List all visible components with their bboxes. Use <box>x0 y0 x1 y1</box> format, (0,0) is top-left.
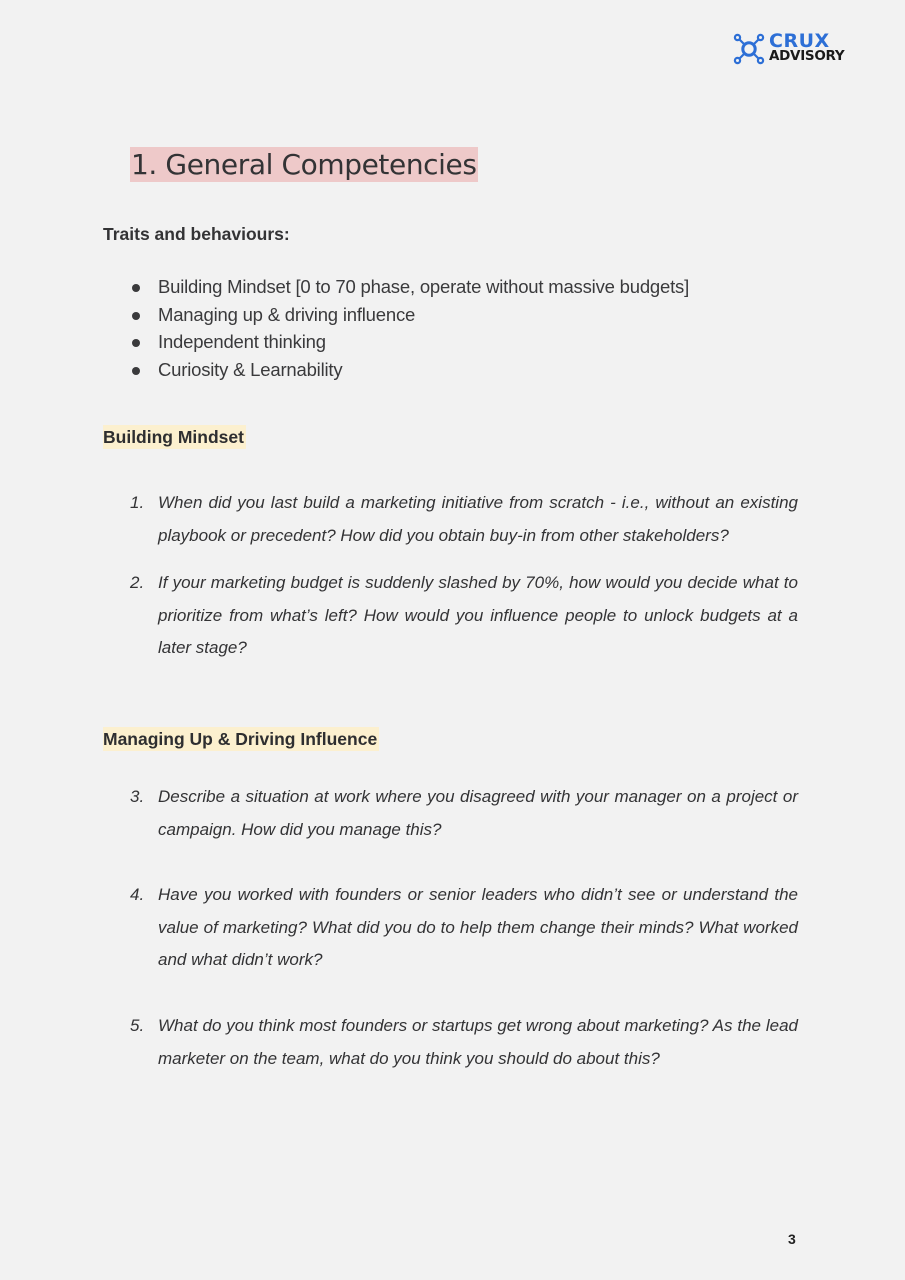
logo-line-advisory: ADVISORY <box>769 48 845 65</box>
question-text: Have you worked with founders or senior leaders who didn’t see or understand the value of marketing? What did you do to help them change their minds? What worked and what didn’t work? <box>158 885 798 969</box>
crux-advisory-logo <box>733 30 845 65</box>
list-item-text: Curiosity & Learnability <box>158 358 343 380</box>
question-number: 4. <box>130 885 145 904</box>
bullet-icon <box>132 284 140 292</box>
traits-label: Traits and behaviours: <box>103 224 290 244</box>
question-text: If your marketing budget is suddenly slashed by 70%, how would you decide what to prioritize from what’s left? How would you influence people to unlock budgets at a later stage? <box>158 573 798 657</box>
question-item <box>130 879 798 977</box>
page-number: 3 <box>788 1231 796 1247</box>
question-item <box>130 781 798 846</box>
section-title-building-mindset: Building Mindset <box>103 427 244 447</box>
question-number: 5. <box>130 1016 145 1035</box>
bullet-icon <box>132 339 140 347</box>
question-text: What do you think most founders or startups get wrong about marketing? As the lead marketer on the team, what do you think you should do about this? <box>158 1016 798 1068</box>
network-nodes-icon <box>733 33 765 65</box>
list-item <box>130 301 689 329</box>
logo-line-crux: CRUX <box>769 30 830 53</box>
section-title-managing-up: Managing Up & Driving Influence <box>103 729 378 749</box>
bullet-icon <box>132 367 140 375</box>
list-item-text: Independent thinking <box>158 331 326 352</box>
list-item-text: Managing up & driving influence <box>158 303 416 325</box>
list-item-text: Building Mindset [0 to 70 phase, operate without massive budgets] <box>158 276 690 297</box>
list-item <box>130 273 689 301</box>
question-number: 1. <box>130 493 145 512</box>
list-item <box>130 328 689 356</box>
list-item <box>130 356 689 384</box>
question-text: When did you last build a marketing initiative from scratch - i.e., without an existing playbook or precedent? How did you obtain buy-in from other stakeholders? <box>158 493 798 545</box>
question-item <box>130 487 798 552</box>
page-title: 1. General Competencies <box>131 148 477 181</box>
bullet-icon <box>132 312 140 320</box>
question-item <box>130 567 798 665</box>
question-number: 3. <box>130 787 145 806</box>
question-text: Describe a situation at work where you disagreed with your manager on a project or campaign. How did you manage this? <box>158 787 798 839</box>
question-item <box>130 1010 798 1075</box>
question-number: 2. <box>130 573 145 592</box>
traits-list <box>130 273 689 383</box>
